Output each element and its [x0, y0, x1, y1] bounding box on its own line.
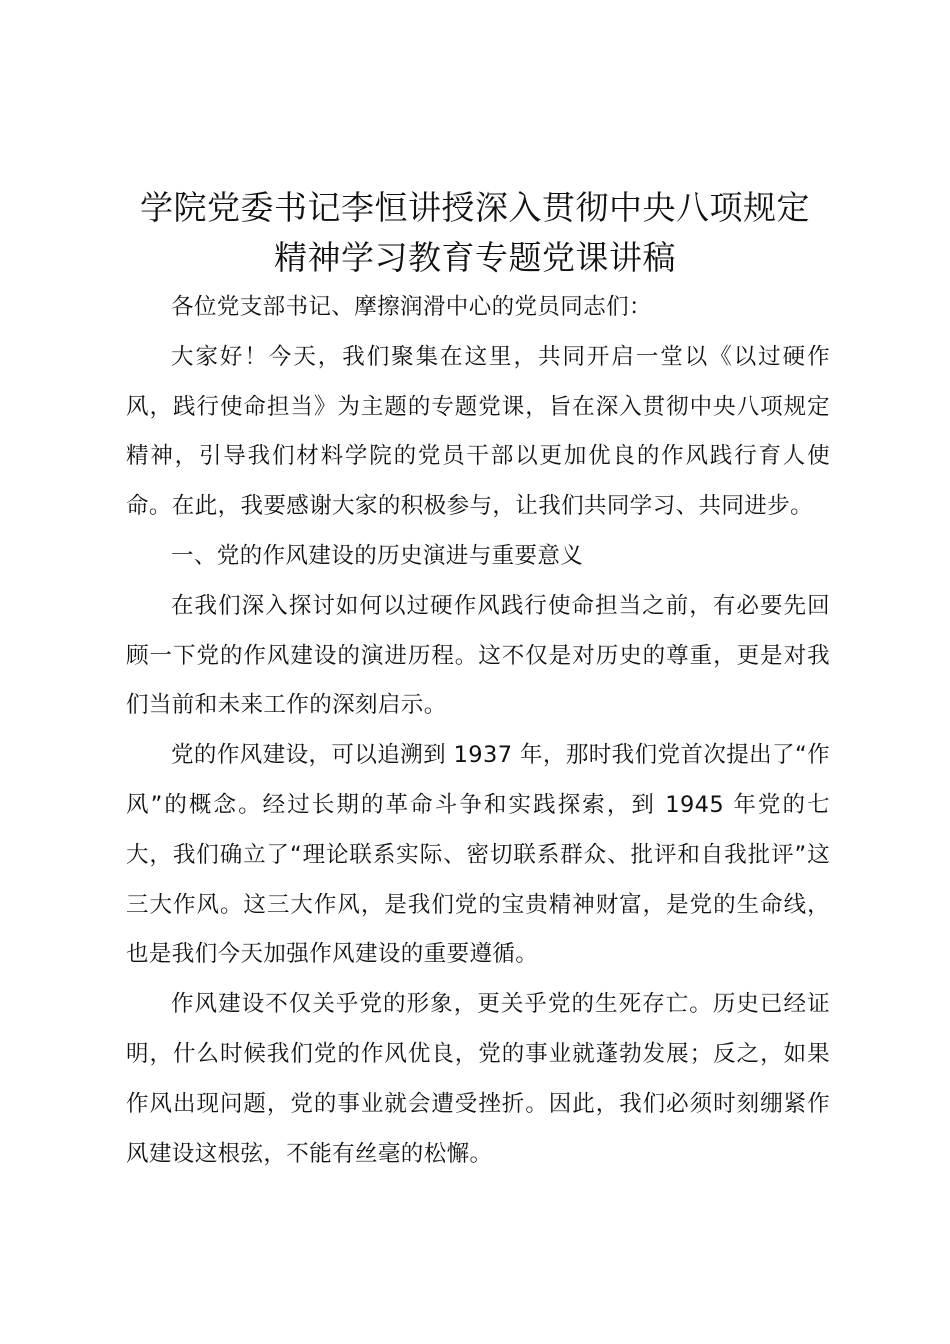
document-title-line-2: 精神学习教育专题党课讲稿	[274, 238, 676, 277]
body-paragraph: 党的作风建设，可以追溯到 1937 年，那时我们党首次提出了“作风”的概念。经过长期的革命斗争和实践探索，到 1945 年党的七大，我们确立了“理论联系实际、密切联系群众、批评和自我批评”这三大作风。这三大作风，是我们党的宝贵精神财富，是党的生命线，也是我们今天加强作风建设的重要遵循。	[126, 742, 830, 968]
opening-paragraph: 大家好！今天，我们聚集在这里，共同开启一堂以《以过硬作风，践行使命担当》为主题的专题党课，旨在深入贯彻中央八项规定精神，引导我们材料学院的党员干部以更加优良的作风践行育人使命。在此，我要感谢大家的积极参与，让我们共同学习、共同进步。	[126, 343, 830, 520]
section-heading: 一、党的作风建设的历史演进与重要意义	[171, 542, 584, 569]
body-paragraph: 作风建设不仅关乎党的形象，更关乎党的生死存亡。历史已经证明，什么时候我们党的作风优良，党的事业就蓬勃发展；反之，如果作风出现问题，党的事业就会遭受挫折。因此，我们必须时刻绷紧作风建设这根弦，不能有丝毫的松懈。	[126, 991, 830, 1167]
salutation-paragraph: 各位党支部书记、摩擦润滑中心的党员同志们：	[171, 294, 652, 320]
document-body	[126, 283, 830, 1179]
body-paragraph: 在我们深入探讨如何以过硬作风践行使命担当之前，有必要先回顾一下党的作风建设的演进历程。这不仅是对历史的尊重，更是对我们当前和未来工作的深刻启示。	[126, 592, 830, 719]
document-title-line-1: 学院党委书记李恒讲授深入贯彻中央八项规定	[140, 188, 810, 227]
